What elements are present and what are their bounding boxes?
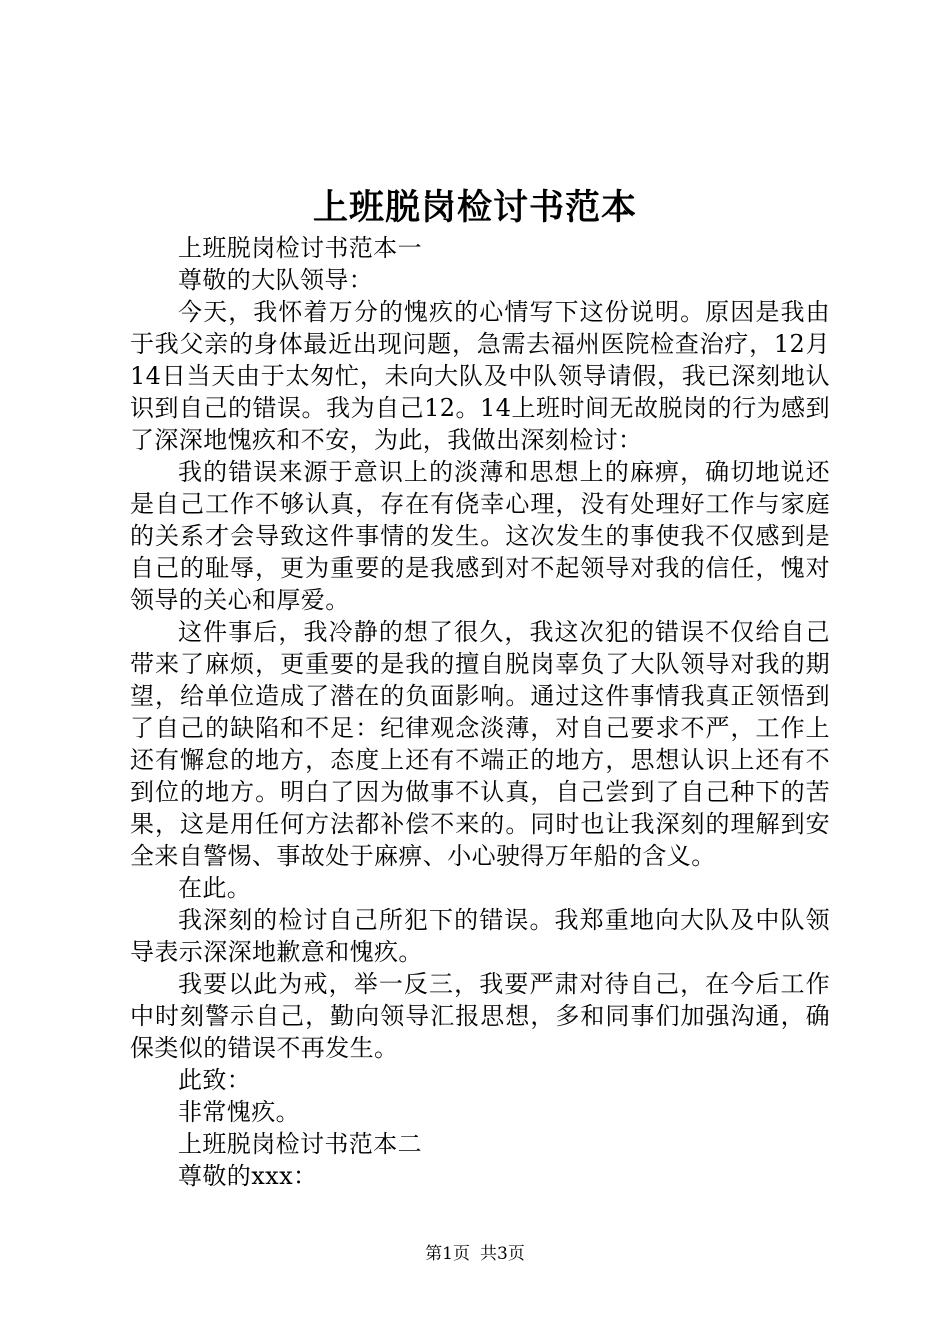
paragraph: 此致：	[178, 1066, 252, 1094]
document-title: 上班脱岗检讨书范本	[312, 187, 637, 228]
paragraph: 尊敬的大队领导：	[178, 266, 374, 294]
paragraph: 我要以此为戒，举一反三，我要严肃对待自己，在今后工作中时刻警示自己，勤向领导汇报思想，多和同事们加强沟通，确保类似的错误不再发生。	[130, 970, 830, 1062]
paragraph: 非常愧疚。	[178, 1098, 300, 1126]
paragraph: 上班脱岗检讨书范本二	[178, 1130, 422, 1158]
page-number: 第1页	[425, 1244, 470, 1264]
document-body	[130, 232, 830, 1192]
page-total: 共3页	[480, 1244, 525, 1264]
page-footer	[0, 1242, 950, 1266]
paragraph: 我的错误来源于意识上的淡薄和思想上的麻痹，确切地说还是自己工作不够认真，存在有侥幸心理，没有处理好工作与家庭的关系才会导致这件事情的发生。这次发生的事使我不仅感到是自己的耻辱，更为重要的是我感到对不起领导对我的信任，愧对领导的关心和厚爱。	[130, 458, 830, 614]
paragraph: 这件事后，我冷静的想了很久，我这次犯的错误不仅给自己带来了麻烦，更重要的是我的擅自脱岗辜负了大队领导对我的期望，给单位造成了潜在的负面影响。通过这件事情我真正领悟到了自己的缺陷和不足：纪律观念淡薄，对自己要求不严，工作上还有懈怠的地方，态度上还有不端正的地方，思想认识上还有不到位的地方。明白了因为做事不认真，自己尝到了自己种下的苦果，这是用任何方法都补偿不来的。同时也让我深刻的理解到安全来自警惕、事故处于麻痹、小心驶得万年船的含义。	[130, 618, 830, 870]
paragraph: 尊敬的xxx：	[178, 1162, 318, 1190]
paragraph: 在此。	[178, 874, 252, 902]
paragraph: 我深刻的检讨自己所犯下的错误。我郑重地向大队及中队领导表示深深地歉意和愧疚。	[130, 906, 830, 966]
paragraph: 今天，我怀着万分的愧疚的心情写下这份说明。原因是我由于我父亲的身体最近出现问题，急需去福州医院检查治疗，12月14日当天由于太匆忙，未向大队及中队领导请假，我已深刻地认识到自己的错误。我为自己12。14上班时间无故脱岗的行为感到了深深地愧疚和不安，为此，我做出深刻检讨：	[130, 298, 830, 454]
paragraph: 上班脱岗检讨书范本一	[178, 234, 422, 262]
